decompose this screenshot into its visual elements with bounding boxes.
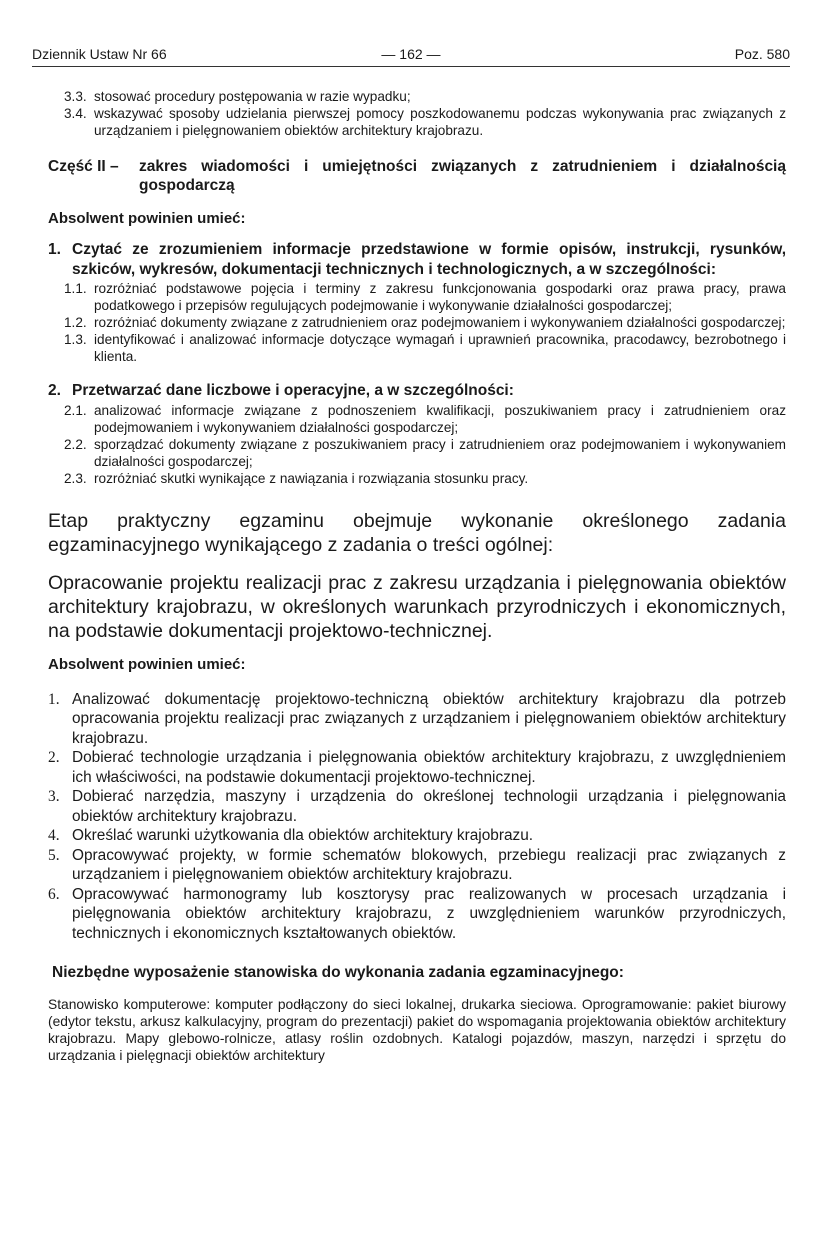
item-number: 2.1. [64,402,87,418]
item-number: 3. [48,788,60,805]
item-number: 5. [48,846,60,864]
item-number: 1. [48,241,61,258]
item-text: wskazywać sposoby udzielania pierwszej pomocy poszkodowanemu podczas wykonywania prac związanych z urządzaniem i pielęgnowaniem obiektów architektury krajobrazu. [94,106,786,138]
list-item [48,331,786,365]
list-item [48,787,786,826]
item-number: 2.3. [64,470,87,486]
item-text: Określać warunki użytkowania dla obiektów architektury krajobrazu. [72,827,534,844]
item-text: Opracowywać harmonogramy lub kosztorysy prac realizowanych w procesach urządzania i pielęgnowania obiektów architektury krajobrazu, z uwzględnieniem warunków przyrodniczych, technicznych i ekonomicznych kształtowanych obiektów. [72,885,786,942]
graduate-skills-heading: Absolwent powinien umieć: [48,210,246,227]
practical-skills-list [48,690,786,944]
item-text: Analizować dokumentację projektowo-techniczną obiektów architektury krajobrazu dla potrzeb opracowania projektu realizacji prac związanych z urządzaniem i pielęgnowaniem obiektów architektury krajobrazu. [72,690,786,747]
journal-title: Dziennik Ustaw Nr 66 [32,46,167,62]
item-number: 1.1. [64,281,87,296]
list-item [48,470,786,487]
item-number: 3.3. [64,89,87,104]
list-item [48,314,786,331]
item-text: Przetwarzać dane liczbowe i operacyjne, a w szczególności: [72,382,514,399]
section-heading-part-2 [48,157,786,195]
item-text: Dobierać technologie urządzania i pielęgnowania obiektów architektury krajobrazu, z uwzględnieniem ich właściwości, na podstawie dokumentacji projektowo-technicznej. [72,749,786,786]
item-number: 2. [48,382,61,399]
exam-task-description: Opracowanie projektu realizacji prac z zakresu urządzania i pielęgnowania obiektów architektury krajobrazu, w określonych warunkach przyrodniczych i ekonomicznych, na podstawie dokumentacji projektowo-technicznej. [48,571,786,642]
item-number: 4. [48,827,60,844]
item-text: stosować procedury postępowania w razie wypadku; [94,89,411,104]
page-number: — 162 — [381,46,441,62]
equipment-description: Stanowisko komputerowe: komputer podłączony do sieci lokalnej, drukarka sieciowa. Oprogramowanie: pakiet biurowy (edytor tekstu, arkusz kalkulacyjny, program do prezentacji) pakiet do wspomagania projektowania obiektów architektury krajobrazu. Mapy glebowo-rolnicze, atlasy roślin ozdobnych. Katalogi pojazdów, maszyn, narzędzi i sprzętu do urządzania i pielęgnacji obiektów architektury [48,997,786,1063]
item-number: 6. [48,885,60,903]
sub-list [48,280,786,365]
list-item [48,105,786,139]
skill-item [48,381,786,401]
item-text: Czytać ze zrozumieniem informacje przedstawione w formie opisów, instrukcji, rysunków, szkiców, wykresów, dokumentacji technicznych i technologicznych, a w szczególności: [72,241,786,278]
list-item [48,748,786,787]
item-text: identyfikować i analizować informacje dotyczące wymagań i uprawnień pracownika, pracodawcy, bezrobotnego i klienta. [94,332,786,364]
page-content [48,88,786,1064]
practical-stage-intro: Etap praktyczny egzaminu obejmuje wykonanie określonego zadania egzaminacyjnego wynikającego z zadania o treści ogólnej: [48,509,786,556]
item-text: rozróżniać podstawowe pojęcia i terminy z zakresu funkcjonowania gospodarki oraz prawa pracy, prawa podatkowego i przepisów regulujących podejmowanie i wykonywanie działalności gospodarczej; [94,281,786,313]
list-item [48,846,786,885]
list-item [48,88,786,105]
equipment-heading: Niezbędne wyposażenie stanowiska do wykonania zadania egzaminacyjnego: [52,964,624,981]
graduate-skills-heading: Absolwent powinien umieć: [48,655,246,673]
list-item [48,690,786,749]
skill-item [48,240,786,279]
list-item [48,826,786,846]
item-number: 1. [48,690,60,708]
part-label: Część II – [48,158,119,175]
item-number: 3.4. [64,106,87,121]
item-number: 1.2. [64,315,87,330]
page-header [32,46,790,67]
item-text: rozróżniać skutki wynikające z nawiązania i rozwiązania stosunku pracy. [94,470,529,486]
item-number: 2.2. [64,436,87,452]
item-number: 2. [48,749,60,766]
item-text: sporządzać dokumenty związane z poszukiwaniem pracy i zatrudnieniem oraz podejmowaniem i wykonywaniem działalności gospodarczej; [94,436,786,469]
part-title: zakres wiadomości i umiejętności związanych z zatrudnieniem i działalnością gospodarczą [139,158,786,194]
sub-list [48,402,786,487]
list-item [48,280,786,314]
list-item [48,436,786,470]
item-text: analizować informacje związane z podnoszeniem kwalifikacji, poszukiwaniem pracy i zatrudnieniem oraz podejmowaniem i wykonywaniem działalności gospodarczej; [94,402,786,435]
position-number: Poz. 580 [734,46,790,62]
item-text: Dobierać narzędzia, maszyny i urządzenia do określonej technologii urządzania i pielęgnowania obiektów architektury krajobrazu. [72,788,786,825]
list-item [48,885,786,944]
item-text: Opracowywać projekty, w formie schematów blokowych, przebiegu realizacji prac związanych z urządzaniem i pielęgnowaniem obiektów architektury krajobrazu. [72,846,786,883]
list-item [48,402,786,436]
item-number: 1.3. [64,332,87,347]
item-text: rozróżniać dokumenty związane z zatrudnieniem oraz podejmowaniem i wykonywaniem działalności gospodarczej; [94,315,786,330]
